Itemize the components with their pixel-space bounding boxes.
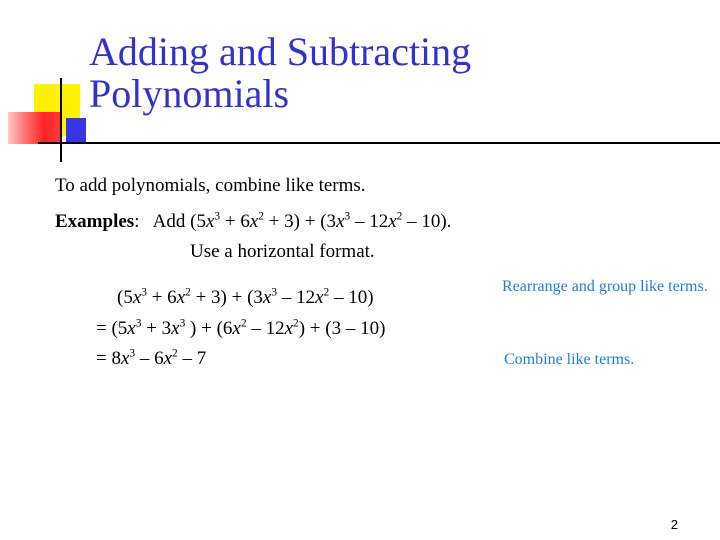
examples-label: Examples — [55, 211, 135, 232]
slide-title — [89, 31, 649, 115]
title-underline-divider — [38, 142, 720, 144]
solution-step-1: $(5x^3 + 6x^2 + 3) + (3x^3 - 12x^2 - 10)$ — [117, 286, 374, 308]
solution-step-2: = ($5x^3 + 3x^3$ ) + $(6x^2 - 12x^2) + (3 - 10)$ — [96, 317, 386, 339]
title-line-1: Adding and Subtracting — [89, 29, 472, 74]
example-problem — [55, 211, 451, 233]
title-line-2: Polynomials — [89, 71, 290, 116]
note-combine: Combine like terms. — [504, 351, 635, 368]
note-rearrange: Rearrange and group like terms. — [502, 278, 708, 295]
decorative-blue-square — [66, 118, 86, 142]
intro-text: To add polynomials, combine like terms. — [55, 175, 366, 196]
page-number: 2 — [670, 517, 678, 532]
example-expression: : Add $(5x^3 + 6x^2 + 3) + (3x^3 - 12x^2 - 10)$. — [134, 210, 452, 232]
format-instruction: Use a horizontal format. — [190, 241, 375, 262]
solution-step-3: = $8x^3 - 6x^2 - 7$ — [96, 347, 207, 369]
decorative-red-gradient-bar — [8, 112, 60, 144]
decorative-vertical-line — [60, 78, 62, 162]
